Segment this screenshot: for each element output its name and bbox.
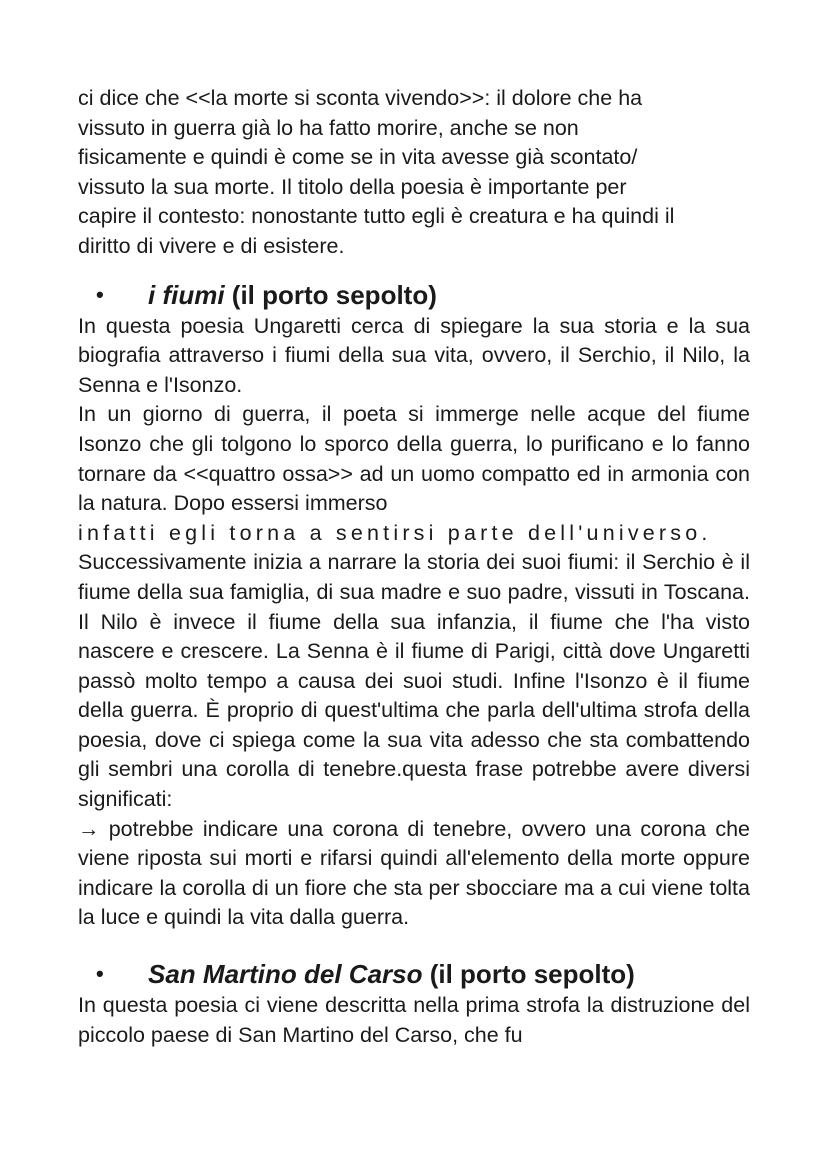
intro-line: ci dice che <<la morte si sconta vivendo>>: il dolore che ha <box>78 86 643 110</box>
bullet-icon: • <box>96 961 104 987</box>
section-heading-i-fiumi <box>78 278 750 312</box>
paragraph-fiumi-body-b: infatti egli torna a sentirsi parte dell'universo. <box>78 520 712 545</box>
intro-line: vissuto la sua morte. Il titolo della poesia è importante per <box>78 174 627 199</box>
paragraph-fiumi-body-a: In un giorno di guerra, il poeta si immerge nelle acque del fiume Isonzo che gli tolgono lo sporco della guerra, lo purificano e lo fanno tornare da <<quattro ossa>> ad un uomo compatto ed in armonia con la natura. Dopo essersi immerso <box>78 402 750 516</box>
poem-title: San Martino del Carso <box>148 959 423 990</box>
paragraph-fiumi-body-c: Successivamente inizia a narrare la storia dei suoi fiumi: il Serchio è il fiume della sua famiglia, di sua madre e suo padre, vissuti in Toscana. Il Nilo è invece il fiume della sua infanzia, il fiume che l'ha visto nascere e crescere. La Senna è il fiume di Parigi, città dove Ungaretti passò molto tempo a causa dei suoi studi. Infine l'Isonzo è il fiume della guerra. È proprio di quest'ultima che parla dell'ultima strofa della poesia, dove ci spiega come la sua vita adesso che sta combattendo gli sembri una corolla di tenebre.questa frase potrebbe avere diversi significati: <box>78 550 750 812</box>
collection-title: (il porto sepolto) <box>422 959 635 990</box>
collection-title: (il porto sepolto) <box>224 279 437 310</box>
intro-line: capire il contesto: nonostante tutto egli è creatura e ha quindi il <box>78 204 675 229</box>
paragraph-san-martino: In questa poesia ci viene descritta nella prima strofa la distruzione del piccolo paese di San Martino del Carso, che fu <box>78 993 750 1047</box>
section-heading-san-martino <box>78 957 750 991</box>
intro-paragraph <box>78 84 750 262</box>
paragraph-fiumi-interpretation: → potrebbe indicare una corona di tenebre, ovvero una corona che viene riposta sui morti e rifarsi quindi all'elemento della morte oppure indicare la corolla di un fiore che sta per sbocciare ma a cui viene tolta la luce e quindi la vita dalla guerra. <box>78 816 750 930</box>
intro-line: fisicamente e quindi è come se in vita avesse già scontato/ <box>78 145 638 170</box>
bullet-icon: • <box>96 281 104 307</box>
intro-line: diritto di vivere e di esistere. <box>78 233 345 258</box>
poem-title: i fiumi <box>148 279 225 310</box>
document-page <box>78 84 750 1050</box>
paragraph-fiumi-intro: In questa poesia Ungaretti cerca di spiegare la sua storia e la sua biografia attraverso i fiumi della sua vita, ovvero, il Serchio, il Nilo, la Senna e l'Isonzo. <box>78 313 750 397</box>
intro-line: vissuto in guerra già lo ha fatto morire, anche se non <box>78 115 579 140</box>
